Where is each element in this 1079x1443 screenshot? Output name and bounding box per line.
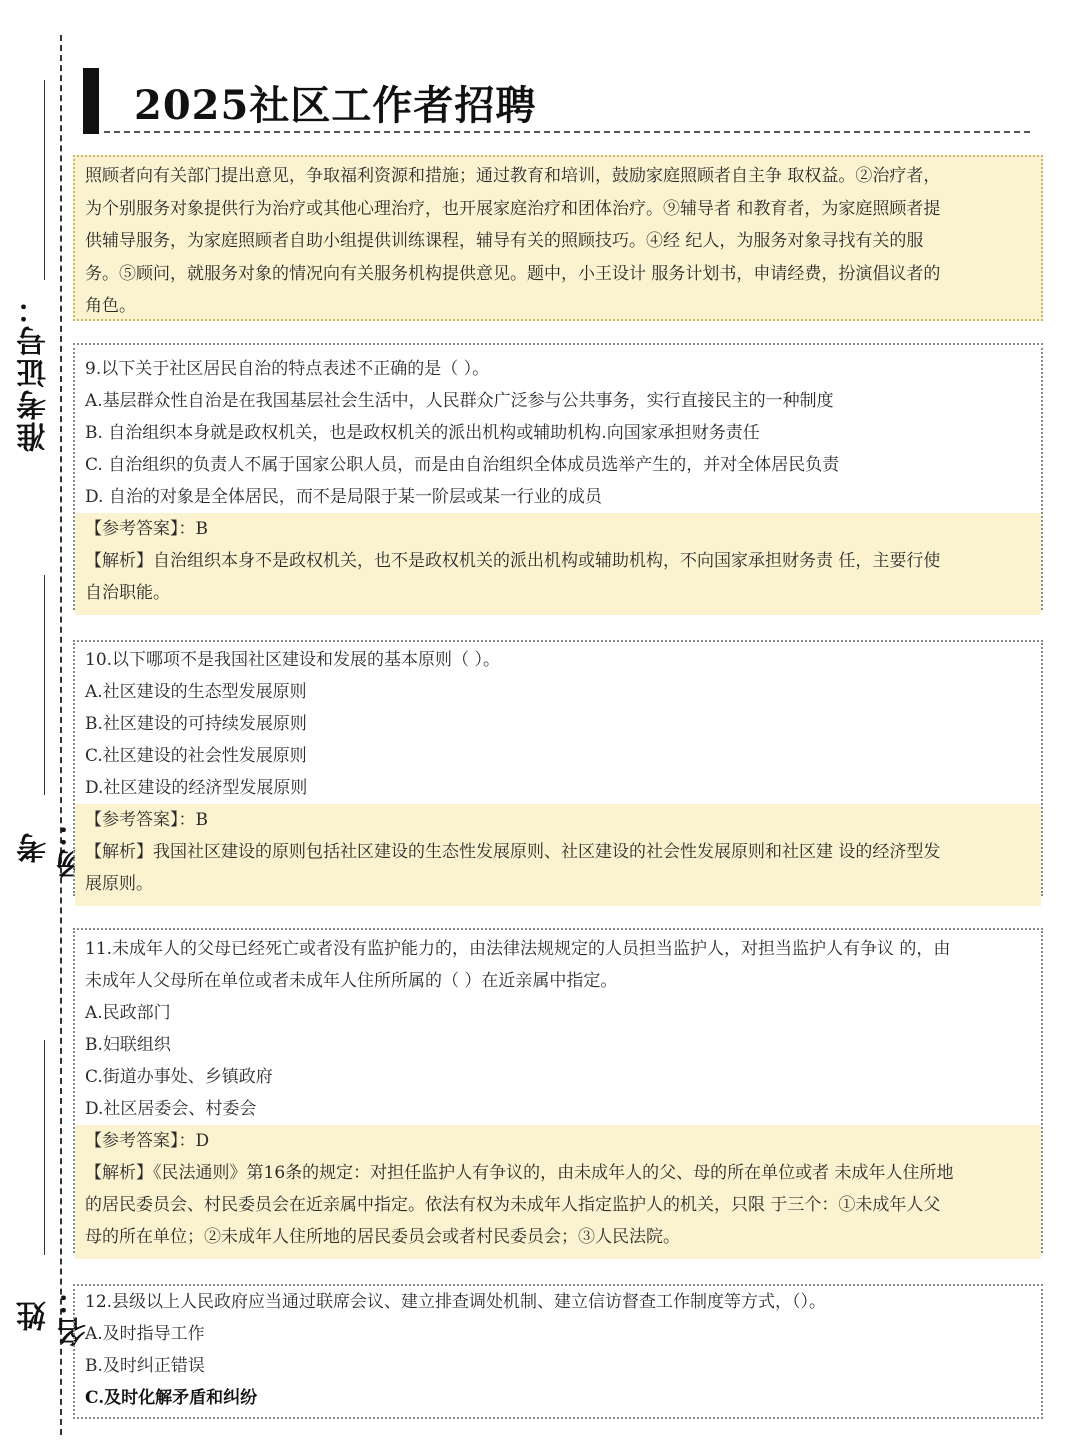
- reference-answer: 【参考答案】：B: [85, 810, 208, 830]
- continuation-analysis-box: [73, 155, 1043, 321]
- question-stem: 12.县级以上人民政府应当通过联席会议、建立排查调处机制、建立信访督查工作制度等方式，（）。: [85, 1292, 827, 1312]
- option-c: C.街道办事处、乡镇政府: [85, 1067, 273, 1087]
- option-b: B.及时纠正错误: [85, 1356, 205, 1376]
- continuation-line: 供辅导服务，为家庭照顾者自助小组提供训练课程，辅导有关的照顾技巧。④经 纪人，为服务对象寻找有关的服: [85, 231, 924, 251]
- analysis-line: 【解析】自治组织本身不是政权机关，也不是政权机关的派出机构或辅助机构，不向国家承担财务责 任，主要行使: [85, 551, 941, 571]
- question-stem: 11.未成年人的父母已经死亡或者没有监护能力的，由法律法规规定的人员担当监护人，对担当监护人有争议 的，由: [85, 939, 951, 959]
- analysis-line: 【解析】我国社区建设的原则包括社区建设的生态性发展原则、社区建设的社会性发展原则和社区建 设的经济型发: [85, 842, 941, 862]
- analysis-line: 自治职能。: [85, 583, 170, 603]
- title-accent-bar: [83, 68, 99, 134]
- question-stem: 10.以下哪项不是我国社区建设和发展的基本原则（ ）。: [85, 650, 500, 670]
- question-stem: 9.以下关于社区居民自治的特点表述不正确的是（ ）。: [85, 359, 490, 379]
- question-stem: 未成年人父母所在单位或者未成年人住所所属的（ ）在近亲属中指定。: [85, 971, 618, 991]
- name-label: 姓名：: [15, 1268, 55, 1363]
- answer-block: [75, 804, 1041, 906]
- question-10-box: [73, 640, 1043, 896]
- name-blank-line: [44, 1040, 45, 1255]
- analysis-line: 母的所在单位；②未成年人住所地的居民委员会或者村民委员会；③人民法院。: [85, 1227, 680, 1247]
- exam-room-blank-line: [44, 575, 45, 795]
- answer-block: [75, 1125, 1041, 1259]
- reference-answer: 【参考答案】：D: [85, 1131, 210, 1151]
- option-b: B.妇联组织: [85, 1035, 171, 1055]
- option-b: B. 自治组织本身就是政权机关，也是政权机关的派出机构或辅助机构.向国家承担财务责任: [85, 423, 760, 443]
- reference-answer: 【参考答案】：B: [85, 519, 208, 539]
- analysis-line: 【解析】《民法通则》第16条的规定：对担任监护人有争议的，由未成年人的父、母的所在单位或者 未成年人住所地: [85, 1163, 954, 1183]
- continuation-line: 角色。: [85, 296, 136, 316]
- option-a: A.社区建设的生态型发展原则: [85, 682, 307, 702]
- continuation-line: 照顾者向有关部门提出意见，争取福利资源和措施；通过教育和培训，鼓励家庭照顾者自主争 取权益。②治疗者，: [85, 166, 941, 186]
- option-b: B.社区建设的可持续发展原则: [85, 714, 307, 734]
- analysis-line: 展原则。: [85, 874, 153, 894]
- exam-room-label: 考: [15, 800, 55, 895]
- binding-dashed-line: [60, 35, 62, 1435]
- question-9-box: [73, 343, 1043, 610]
- question-12-box: [73, 1284, 1043, 1419]
- option-c: C.及时化解矛盾和纠纷: [85, 1388, 258, 1408]
- question-11-box: [73, 928, 1043, 1253]
- option-c: C.社区建设的社会性发展原则: [85, 746, 307, 766]
- exam-no-label: 准考证号：: [15, 292, 55, 452]
- analysis-line: 的居民委员会、村民委员会在近亲属中指定。依法有权为未成年人指定监护人的机关，只限 于三个：①未成年人父: [85, 1195, 941, 1215]
- option-d: D.社区居委会、村委会: [85, 1099, 257, 1119]
- option-d: D. 自治的对象是全体居民，而不是局限于某一阶层或某一行业的成员: [85, 487, 602, 507]
- title-divider: [104, 131, 1030, 133]
- page-title: 2025社区工作者招聘: [134, 82, 537, 129]
- option-a: A.民政部门: [85, 1003, 171, 1023]
- exam-no-blank-line: [44, 80, 45, 280]
- option-a: A.基层群众性自治是在我国基层社会生活中，人民群众广泛参与公共事务，实行直接民主的一种制度: [85, 391, 834, 411]
- answer-block: [75, 513, 1041, 615]
- continuation-line: 务。⑤顾问，就服务对象的情况向有关服务机构提供意见。题中，小王设计 服务计划书，申请经费，扮演倡议者的: [85, 263, 941, 284]
- option-d: D.社区建设的经济型发展原则: [85, 778, 308, 798]
- option-c: C. 自治组织的负责人不属于国家公职人员，而是由自治组织全体成员选举产生的，并对全体居民负责: [85, 455, 840, 475]
- continuation-line: 为个别服务对象提供行为治疗或其他心理治疗，也开展家庭治疗和团体治疗。⑨辅导者 和教育者，为家庭照顾者提: [85, 198, 941, 219]
- option-a: A.及时指导工作: [85, 1324, 205, 1344]
